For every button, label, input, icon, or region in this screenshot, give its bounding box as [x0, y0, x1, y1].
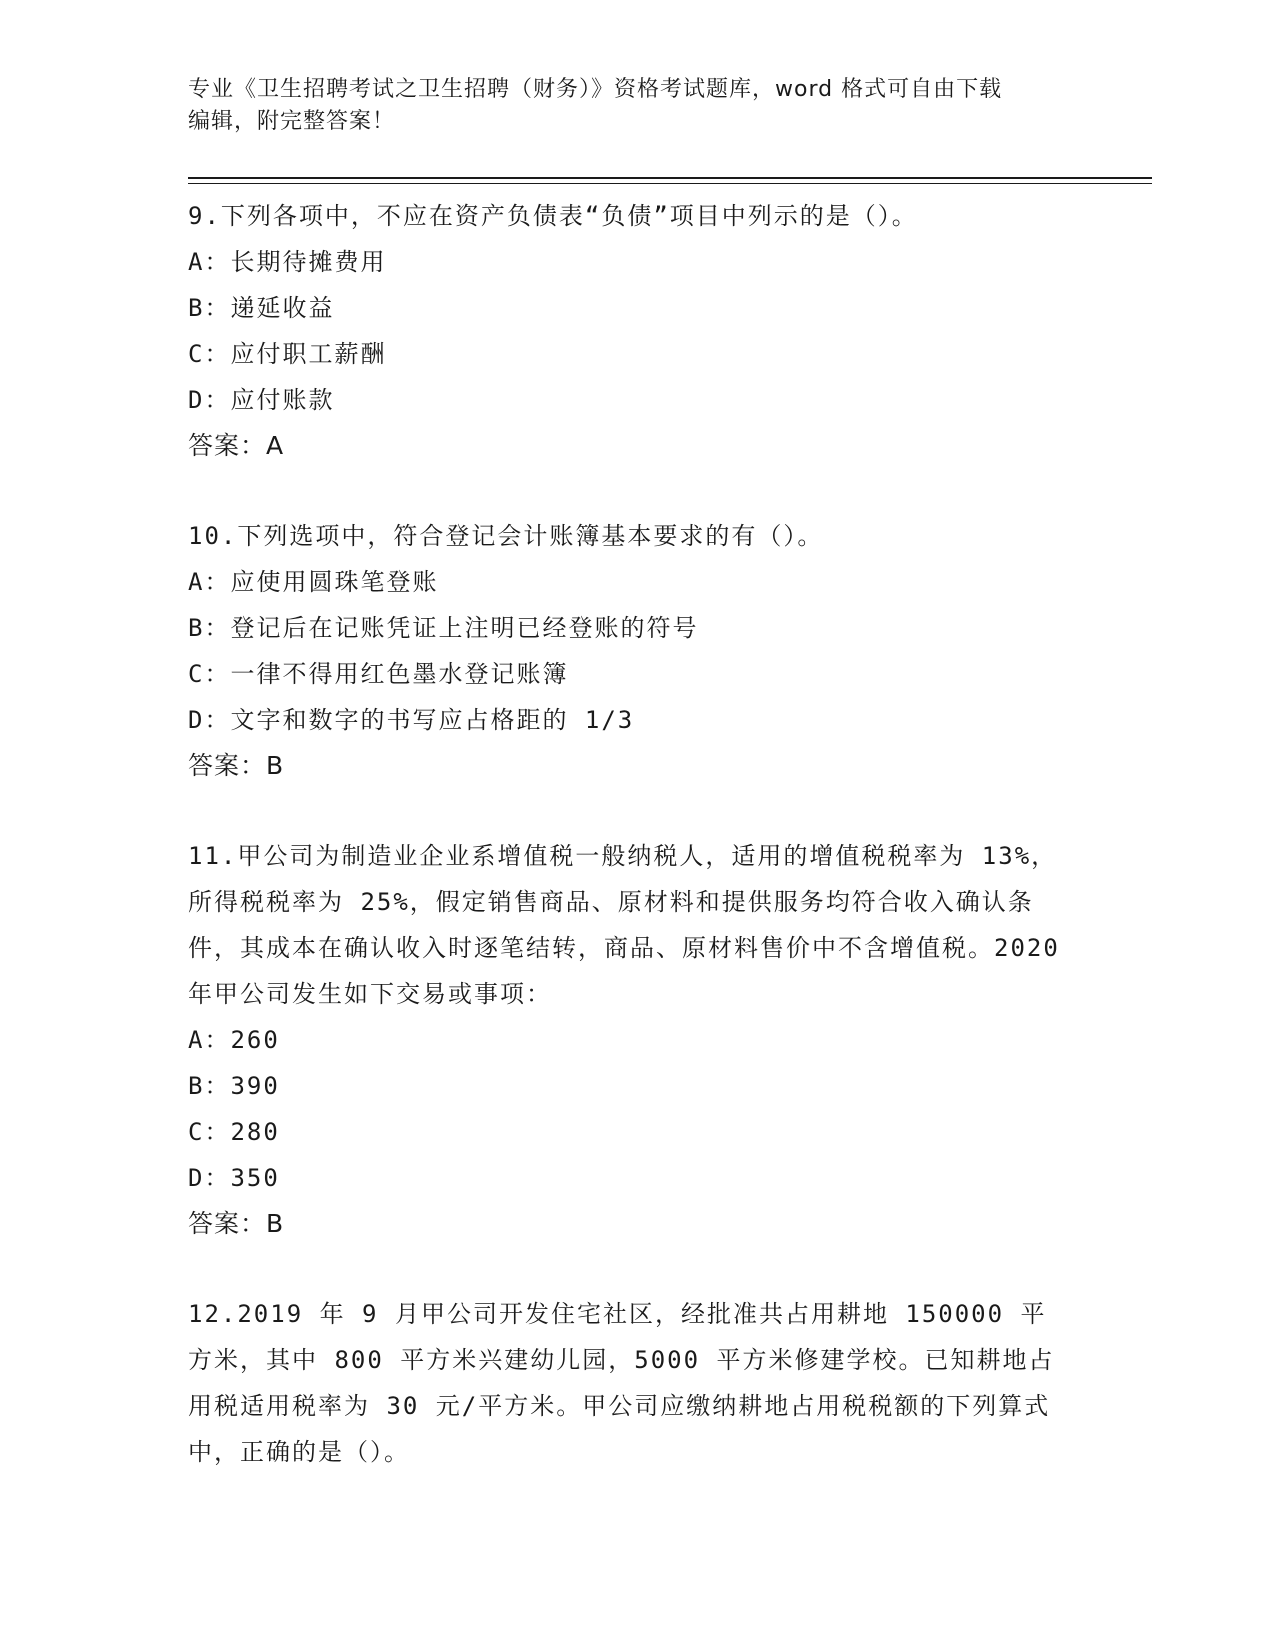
- question-list: [188, 193, 1068, 1475]
- option-c: C：应付职工薪酬: [188, 340, 387, 368]
- question-stem: 11.甲公司为制造业企业系增值税一般纳税人，适用的增值税税率为 13%，所得税税率为 25%，假定销售商品、原材料和提供服务均符合收入确认条件，其成本在确认收入时逐笔结转，商品、原材料售价中不含增值税。2020 年甲公司发生如下交易或事项：: [188, 842, 1060, 1008]
- header-divider-bottom: [188, 183, 1152, 184]
- option-d: D：文字和数字的书写应占格距的 1/3: [188, 706, 635, 734]
- option-a: A：长期待摊费用: [188, 248, 387, 276]
- option-b: B：递延收益: [188, 294, 335, 322]
- question-spacer: [188, 789, 1068, 833]
- question-spacer: [188, 1247, 1068, 1291]
- header-divider-top: [188, 177, 1152, 179]
- question-10: [188, 513, 1068, 789]
- header-line-1: 专业《卫生招聘考试之卫生招聘（财务）》资格考试题库，word 格式可自由下载: [188, 77, 1003, 102]
- question-stem: 10.下列选项中，符合登记会计账簿基本要求的有（）。: [188, 522, 824, 550]
- option-a: A：应使用圆珠笔登账: [188, 568, 439, 596]
- answer-label: 答案：A: [188, 431, 285, 460]
- option-b: B：登记后在记账凭证上注明已经登账的符号: [188, 614, 699, 642]
- question-11: [188, 833, 1068, 1247]
- option-b: B：390: [188, 1072, 280, 1100]
- option-d: D：350: [188, 1164, 280, 1192]
- document-header: [188, 74, 1088, 138]
- question-stem: 12.2019 年 9 月甲公司开发住宅社区，经批准共占用耕地 150000 平方米，其中 800 平方米兴建幼儿园，5000 平方米修建学校。已知耕地占用税适用税率为 30 元/平方米。甲公司应缴纳耕地占用税税额的下列算式中，正确的是（）。: [188, 1300, 1055, 1466]
- question-9: [188, 193, 1068, 469]
- option-a: A：260: [188, 1026, 280, 1054]
- question-stem: 9.下列各项中，不应在资产负债表“负债”项目中列示的是（）。: [188, 202, 918, 230]
- question-spacer: [188, 469, 1068, 513]
- answer-label: 答案：B: [188, 751, 285, 780]
- option-c: C：280: [188, 1118, 280, 1146]
- question-12: [188, 1291, 1068, 1475]
- option-c: C：一律不得用红色墨水登记账簿: [188, 660, 569, 688]
- answer-label: 答案：B: [188, 1209, 285, 1238]
- header-line-2: 编辑，附完整答案！: [188, 109, 396, 134]
- option-d: D：应付账款: [188, 386, 335, 414]
